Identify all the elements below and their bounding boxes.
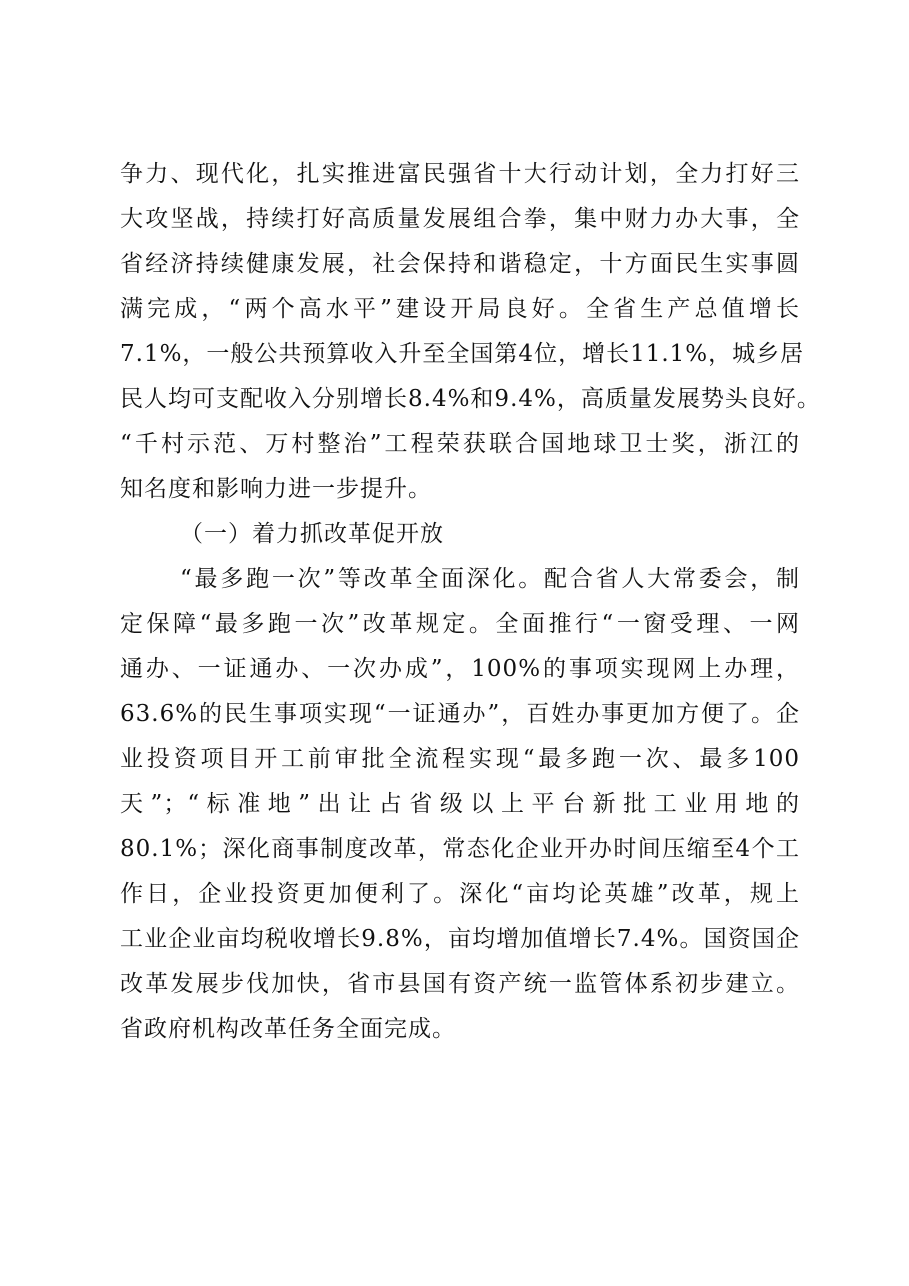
paragraph-line: 定保障“最多跑一次”改革规定。全面推行“一窗受理、一网 <box>120 611 800 637</box>
paragraph-line: “最多跑一次”等改革全面深化。配合省人大常委会，制 <box>180 566 800 592</box>
paragraph-line: 满完成，“两个高水平”建设开局良好。全省生产总值增长 <box>120 296 800 322</box>
paragraph-line: 7.1%，一般公共预算收入升至全国第4位，增长11.1%，城乡居 <box>120 341 805 367</box>
paragraph-line: 63.6%的民生事项实现“一证通办”，百姓办事更加方便了。企 <box>120 701 800 727</box>
paragraph-line: 民人均可支配收入分别增长8.4%和9.4%，高质量发展势头良好。 <box>120 386 821 412</box>
paragraph-line: 业投资项目开工前审批全流程实现“最多跑一次、最多100 <box>120 746 800 772</box>
paragraph-line: “千村示范、万村整治”工程荣获联合国地球卫士奖，浙江的 <box>120 431 800 457</box>
paragraph-line: 80.1%；深化商事制度改革，常态化企业开办时间压缩至4个工 <box>120 836 800 862</box>
paragraph-line: 争力、现代化，扎实推进富民强省十大行动计划，全力打好三 <box>120 161 800 187</box>
paragraph-line: 作日，企业投资更加便利了。深化“亩均论英雄”改革，规上 <box>120 881 800 907</box>
document-body <box>120 152 821 1052</box>
section-heading: （一）着力抓改革促开放 <box>180 521 444 547</box>
paragraph-line: 知名度和影响力进一步提升。 <box>120 476 432 502</box>
paragraph-line: 改革发展步伐加快，省市县国有资产统一监管体系初步建立。 <box>120 971 800 997</box>
paragraph-line: 省政府机构改革任务全面完成。 <box>120 1016 456 1042</box>
paragraph-line: 工业企业亩均税收增长9.8%，亩均增加值增长7.4%。国资国企 <box>120 926 800 952</box>
paragraph-line: 省经济持续健康发展，社会保持和谐稳定，十方面民生实事圆 <box>120 251 800 277</box>
paragraph-line: 天”；“标准地”出让占省级以上平台新批工业用地的 <box>120 791 800 817</box>
paragraph-line: 通办、一证通办、一次办成”，100%的事项实现网上办理， <box>120 656 800 682</box>
paragraph-1 <box>120 152 821 512</box>
paragraph-2 <box>120 557 800 1052</box>
paragraph-line: 大攻坚战，持续打好高质量发展组合拳，集中财力办大事，全 <box>120 206 800 232</box>
